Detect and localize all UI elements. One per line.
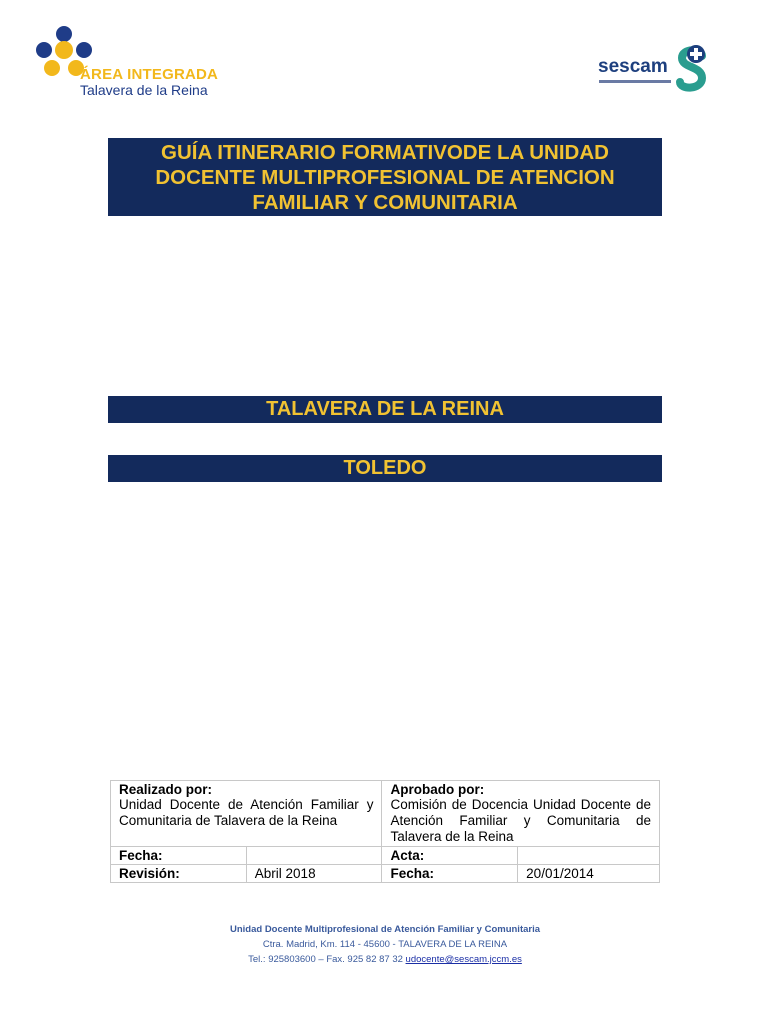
footer-email-link[interactable]: udocente@sescam.jccm.es xyxy=(405,954,522,965)
footer-phone-fax: Tel.: 925803600 – Fax. 925 82 87 32 xyxy=(248,954,406,965)
city-banner: TALAVERA DE LA REINA xyxy=(108,396,662,423)
footer-contact xyxy=(0,952,770,967)
sescam-wordmark: sescam xyxy=(598,56,668,77)
revision-label: Revisión: xyxy=(111,865,247,883)
act-value xyxy=(518,847,660,865)
act-date-value: 20/01/2014 xyxy=(518,865,660,883)
sescam-s-cross-icon xyxy=(672,42,712,94)
sescam-tagline-bar xyxy=(599,80,671,83)
logo-line-1: ÁREA INTEGRADA xyxy=(80,66,219,83)
area-integrada-logo xyxy=(28,24,233,98)
page-footer xyxy=(0,922,770,967)
document-title-banner xyxy=(108,138,662,216)
approved-by-cell xyxy=(382,781,660,847)
sescam-logo xyxy=(596,42,716,96)
title-line-2: DOCENTE MULTIPROFESIONAL DE ATENCION xyxy=(155,166,615,189)
approved-by-value: Comisión de Docencia Unidad Docente de Atención Familiar y Comunitaria de Talavera de la Reina xyxy=(390,797,651,844)
title-line-3: FAMILIAR Y COMUNITARIA xyxy=(252,191,518,214)
act-label: Acta: xyxy=(382,847,518,865)
footer-address: Ctra. Madrid, Km. 114 - 45600 - TALAVERA DE LA REINA xyxy=(262,939,508,950)
title-line-1: GUÍA ITINERARIO FORMATIVODE LA UNIDAD xyxy=(161,141,609,164)
province-banner: TOLEDO xyxy=(108,455,662,482)
made-by-cell xyxy=(111,781,382,847)
act-date-label: Fecha: xyxy=(382,865,518,883)
date-value xyxy=(246,847,382,865)
logo-line-2: Talavera de la Reina xyxy=(80,82,208,98)
made-by-value: Unidad Docente de Atención Familiar y Comunitaria de Talavera de la Reina xyxy=(119,797,374,828)
signoff-table xyxy=(110,780,660,883)
approved-by-label: Aprobado por: xyxy=(390,782,485,797)
date-label: Fecha: xyxy=(111,847,247,865)
footer-unit-name: Unidad Docente Multiprofesional de Atención Familiar y Comunitaria xyxy=(229,924,541,935)
made-by-label: Realizado por: xyxy=(119,782,213,797)
revision-value: Abril 2018 xyxy=(246,865,382,883)
